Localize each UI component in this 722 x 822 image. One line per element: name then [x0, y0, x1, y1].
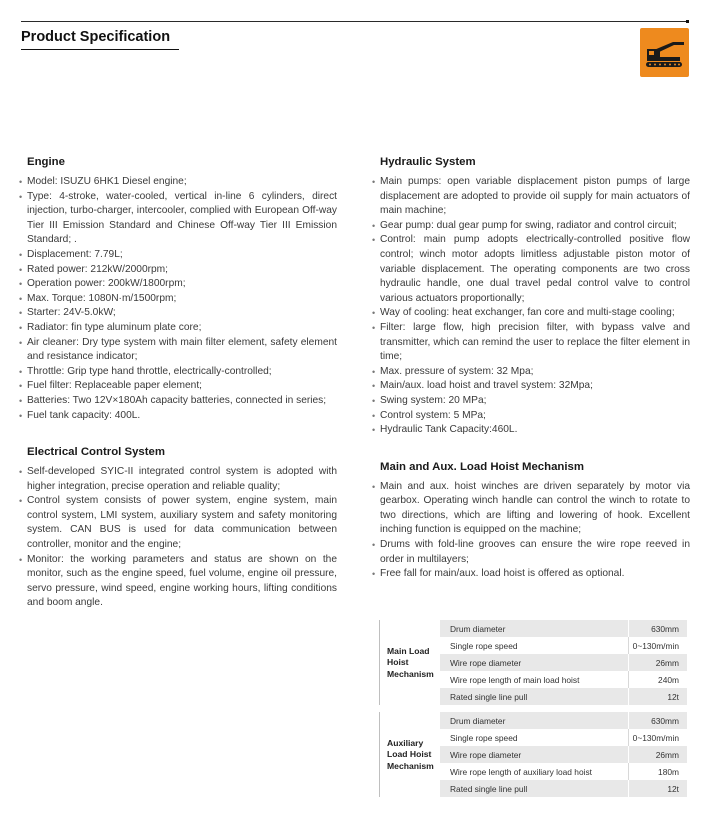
table-row [440, 712, 687, 729]
row-label: Wire rope diameter [450, 658, 522, 668]
row-value: 26mm [655, 658, 679, 668]
row-value: 0~130m/min [632, 733, 679, 743]
table-row [440, 654, 687, 671]
list-item: • Starter: 24V-5.0kW; [19, 306, 337, 321]
row-value: 630mm [651, 624, 679, 634]
row-value: 26mm [655, 750, 679, 760]
table-row [440, 671, 687, 688]
list-item: • Swing system: 20 MPa; [372, 394, 690, 409]
list-item: • Control system consists of power system, engine system, main control system, LMI system, auxiliary system and safety monitoring system. CAN BUS is used for data communication between controller, monitor and the engine; [19, 494, 337, 552]
table-row [440, 620, 687, 637]
engine-heading: Engine [27, 156, 65, 168]
row-value: 630mm [651, 716, 679, 726]
table-row [440, 688, 687, 705]
row-label: Wire rope diameter [450, 750, 522, 760]
list-item: • Filter: large flow, high precision filter, with bypass valve and transmitter, which can remind the user to replace the filter element in time; [372, 321, 690, 365]
hydraulic-heading: Hydraulic System [380, 156, 476, 168]
list-item: • Free fall for main/aux. load hoist is offered as optional. [372, 567, 690, 582]
list-item: • Air cleaner: Dry type system with main filter element, safety element and resistance indicator; [19, 336, 337, 365]
row-value: 240m [658, 675, 679, 685]
logo-badge [640, 28, 689, 77]
main-hoist-label: Main Load Hoist Mechanism [387, 645, 434, 679]
list-item: • Rated power: 212kW/2000rpm; [19, 263, 337, 278]
list-item: • Control system: 5 MPa; [372, 409, 690, 424]
page-title: Product Specification [21, 27, 179, 50]
row-label: Wire rope length of auxiliary load hoist [450, 767, 592, 777]
aux-hoist-table [379, 712, 687, 797]
table-row [440, 780, 687, 797]
left-column [19, 155, 337, 611]
list-item: • Control: main pump adopts electrically-controlled positive flow control; winch motor adopts limitless adjustable piston motor of variable displacement. The operating components are two cross hydraulic handle, one dual travel pedal control valve to control various actuators proportionally; [372, 233, 690, 306]
row-label: Wire rope length of main load hoist [450, 675, 580, 685]
list-item: • Operation power: 200kW/1800rpm; [19, 277, 337, 292]
table-side-header [379, 620, 440, 705]
list-item: • Hydraulic Tank Capacity:460L. [372, 423, 690, 438]
row-label: Drum diameter [450, 624, 506, 634]
list-item: • Gear pump: dual gear pump for swing, radiator and control circuit; [372, 219, 690, 234]
hoist-heading: Main and Aux. Load Hoist Mechanism [380, 460, 585, 473]
list-item: • Way of cooling: heat exchanger, fan core and multi-stage cooling; [372, 306, 690, 321]
corner-mark [686, 20, 689, 23]
hoist-list [372, 480, 690, 582]
row-label: Single rope speed [450, 733, 518, 743]
row-value: 12t [667, 784, 679, 794]
main-hoist-table [379, 620, 687, 705]
electrical-list [19, 465, 337, 611]
row-label: Drum diameter [450, 716, 506, 726]
list-item: • Fuel tank capacity: 400L. [19, 409, 337, 424]
list-item: • Main and aux. hoist winches are driven separately by motor via gearbox. Operating winch handle can control the winch to rotate to two directions, which are lifting and lowering of hook. Excellent inching function is equipped on the machine; [372, 480, 690, 538]
table-side-header [379, 712, 440, 797]
electrical-heading: Electrical Control System [27, 446, 166, 459]
list-item: • Main pumps: open variable displacement piston pumps of large displacement are adopted to provide oil supply for main actuators of main machine; [372, 175, 690, 219]
list-item: • Self-developed SYIC-II integrated control system is adopted with higher integration, precise operation and reliable quality; [19, 465, 337, 494]
list-item: • Main/aux. load hoist and travel system: 32Mpa; [372, 379, 690, 394]
top-divider [21, 21, 689, 22]
list-item: • Model: ISUZU 6HK1 Diesel engine; [19, 175, 337, 190]
list-item: • Max. Torque: 1080N·m/1500rpm; [19, 292, 337, 307]
table-row [440, 746, 687, 763]
list-item: • Batteries: Two 12V×180Ah capacity batteries, connected in series; [19, 394, 337, 409]
row-value: 12t [667, 692, 679, 702]
row-value: 180m [658, 767, 679, 777]
hydraulic-list [372, 175, 690, 438]
list-item: • Type: 4-stroke, water-cooled, vertical in-line 6 cylinders, direct injection, turbo-charger, intercooler, complied with European Off-way Tier III Emission Standard and Chinese Off-way Tier III Emission Standard; . [19, 190, 337, 248]
aux-hoist-label: Auxiliary Load Hoist Mechanism [387, 737, 434, 771]
row-label: Rated single line pull [450, 692, 528, 702]
excavator-icon [640, 28, 689, 77]
list-item: • Throttle: Grip type hand throttle, electrically-controlled; [19, 365, 337, 380]
row-value: 0~130m/min [632, 641, 679, 651]
list-item: • Displacement: 7.79L; [19, 248, 337, 263]
list-item: • Max. pressure of system: 32 Mpa; [372, 365, 690, 380]
list-item: • Monitor: the working parameters and status are shown on the monitor, such as the engine speed, fuel volume, engine oil pressure, servo pressure, wind speed, engine working hours, lifting conditions and boom angle. [19, 553, 337, 611]
list-item: • Drums with fold-line grooves can ensure the wire rope reeved in order in multilayers; [372, 538, 690, 567]
table-row [440, 637, 687, 654]
engine-list [19, 175, 337, 423]
table-row [440, 729, 687, 746]
row-label: Rated single line pull [450, 784, 528, 794]
row-label: Single rope speed [450, 641, 518, 651]
right-column [372, 155, 690, 582]
table-row [440, 763, 687, 780]
list-item: • Fuel filter: Replaceable paper element; [19, 379, 337, 394]
list-item: • Radiator: fin type aluminum plate core; [19, 321, 337, 336]
